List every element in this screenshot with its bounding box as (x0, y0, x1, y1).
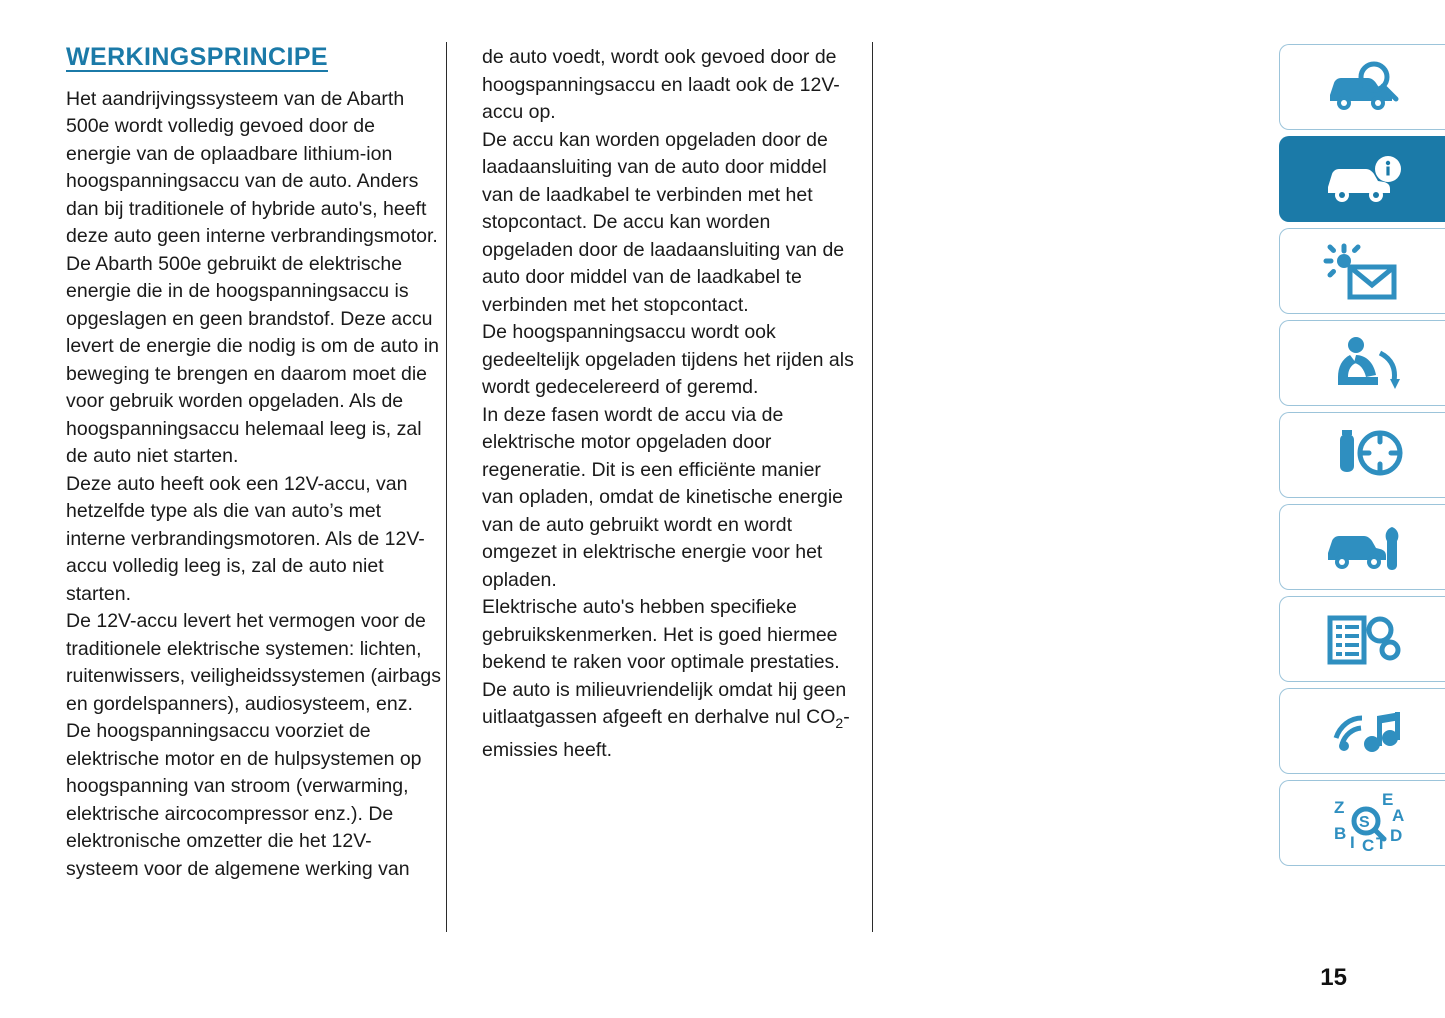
column-divider-1 (446, 42, 447, 932)
paragraph: De accu kan worden opgeladen door de laadaansluiting van de auto door middel van de laadkabel te verbinden met het stopcontact. De accu kan worden opgeladen door de laadaansluiting van de auto door middel van de laadkabel te verbinden met het stopcontact. (482, 128, 845, 316)
svg-text:S: S (1358, 814, 1370, 831)
page-number: 15 (1320, 964, 1347, 991)
emergency-refuel-icon (1320, 426, 1406, 484)
svg-text:B: B (1333, 824, 1346, 843)
svg-text:E: E (1381, 793, 1393, 809)
emissions-text-suffix: -emissies heeft. (482, 706, 850, 762)
car-info-icon (1320, 151, 1406, 207)
sidebar-item-car-inspection[interactable] (1279, 44, 1445, 130)
paragraph: In deze fasen wordt de accu via de elektrische motor opgeladen door regeneratie. Dit is een efficiënte manier van opladen, omdat de kinetische energie van de auto gebruikt wordt en wordt omgezet in elektrische energie voor het opladen. (482, 403, 843, 591)
paragraph: De 12V-accu levert het vermogen voor de traditionele elektrische systemen: lichten, ruitenwissers, veiligheidssystemen (airbags en gordelspanners), audiosysteem, enz. (66, 610, 441, 715)
svg-text:C: C (1361, 836, 1374, 853)
right-text-column (482, 44, 857, 765)
page-title: WERKINGSPRINCIPE (66, 43, 328, 71)
chapter-tab-rail (1279, 44, 1445, 866)
sidebar-item-technical-specs[interactable] (1279, 596, 1445, 682)
multimedia-icon (1320, 704, 1406, 758)
sidebar-item-start-and-drive[interactable] (1279, 228, 1445, 314)
sidebar-item-multimedia[interactable] (1279, 688, 1445, 774)
svg-text:I: I (1349, 833, 1355, 852)
sidebar-item-maintenance[interactable] (1279, 504, 1445, 590)
paragraph: De hoogspanningsaccu voorziet de elektrische motor en de hulpsystemen op hoogspanning van stroom (verwarming, elektrische aircocompressor enz.). De elektronische omzetter die het 12V-systeem voor de algemene werking van (66, 720, 422, 880)
paragraph-emissions (482, 677, 857, 765)
left-text-column (66, 44, 441, 883)
column-divider-2 (872, 42, 873, 932)
sidebar-item-emergency[interactable] (1279, 412, 1445, 498)
paragraph-continued: de auto voedt, wordt ook gevoed door de hoogspanningsaccu en laadt ook de 12V-accu op. (482, 46, 840, 123)
svg-text:A: A (1391, 806, 1404, 825)
sidebar-item-alphabetical-index[interactable] (1279, 780, 1445, 866)
svg-text:T: T (1375, 834, 1386, 853)
paragraph: De hoogspanningsaccu wordt ook gedeeltelijk opgeladen tijdens het rijden als wordt gedecelereerd of geremd. (482, 321, 854, 398)
alphabetical-index-icon (1320, 793, 1406, 853)
sidebar-item-safety[interactable] (1279, 320, 1445, 406)
technical-specs-icon (1320, 610, 1406, 668)
paragraph: Het aandrijvingssysteem van de Abarth 500e wordt volledig gevoed door de energie van de oplaadbare lithium-ion hoogspanningsaccu van de auto. Anders dan bij traditionele of hybride auto's, heeft deze auto geen interne verbrandingsmotor. (66, 87, 438, 247)
maintenance-icon (1320, 519, 1406, 575)
sidebar-item-car-info[interactable] (1279, 136, 1445, 222)
start-and-drive-icon (1320, 241, 1406, 301)
car-inspection-icon (1320, 59, 1406, 115)
paragraph: Elektrische auto's hebben specifieke gebruikskenmerken. Het is goed hiermee bekend te raken voor optimale prestaties. (482, 596, 840, 673)
co2-subscript: 2 (835, 714, 844, 731)
emissions-text-prefix: De auto is milieuvriendelijk omdat hij geen uitlaatgassen afgeeft en derhalve nul CO (482, 678, 847, 728)
paragraph: De Abarth 500e gebruikt de elektrische energie die in de hoogspanningsaccu is opgeslagen en geen brandstof. Deze accu levert de energie die nodig is om de auto in beweging te brengen en daarom moet die voor gebruik worden opgeladen. Als de hoogspanningsaccu helemaal leeg is, zal de auto niet starten. (66, 252, 439, 467)
svg-text:Z: Z (1333, 798, 1344, 817)
safety-belt-icon (1320, 333, 1406, 393)
paragraph: Deze auto heeft ook een 12V-accu, van hetzelfde type als die van auto’s met interne verbrandingsmotoren. Als de 12V-accu volledig leeg is, zal de auto niet starten. (66, 472, 425, 605)
svg-text:D: D (1389, 826, 1402, 845)
